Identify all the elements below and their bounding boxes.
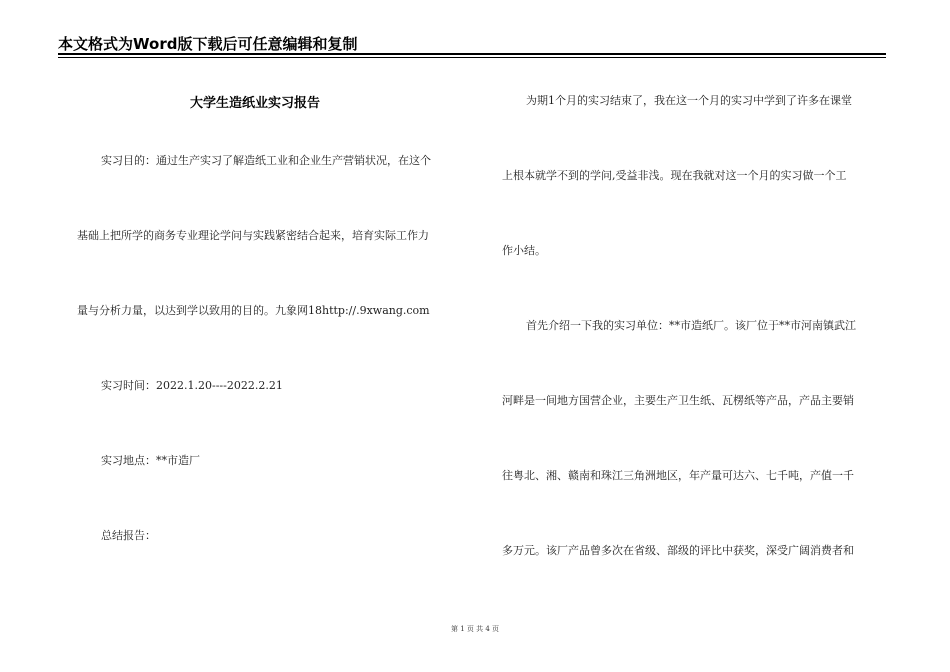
left-line-5: 实习地点：**市造厂 bbox=[101, 454, 200, 467]
document-title: 大学生造纸业实习报告 bbox=[190, 96, 321, 111]
right-line-1: 为期1个月的实习结束了，我在这一个月的实习中学到了许多在课堂 bbox=[526, 94, 852, 107]
left-line-1: 实习目的：通过生产实习了解造纸工业和企业生产营销状况，在这个 bbox=[101, 154, 431, 167]
left-line-6: 总结报告： bbox=[101, 529, 156, 542]
left-line-4: 实习时间：2022.1.20----2022.2.21 bbox=[101, 379, 283, 392]
right-line-2: 上根本就学不到的学问,受益非浅。现在我就对这一个月的实习做一个工 bbox=[502, 169, 847, 182]
left-line-3: 量与分析力量，以达到学以致用的目的。九象网18http://.9xwang.com bbox=[77, 304, 430, 317]
page-indicator: 第 1 页 共 4 页 bbox=[450, 625, 500, 633]
right-line-7: 多万元。该厂产品曾多次在省级、部级的评比中获奖，深受广阔消费者和 bbox=[502, 544, 854, 557]
header-rule-thin bbox=[58, 57, 886, 58]
right-line-3: 作小结。 bbox=[502, 244, 546, 257]
left-line-2: 基础上把所学的商务专业理论学问与实践紧密结合起来，培育实际工作力 bbox=[77, 229, 429, 242]
right-line-4: 首先介绍一下我的实习单位：**市造纸厂。该厂位于**市河南镇武江 bbox=[526, 319, 856, 332]
header-rule-thick bbox=[58, 53, 886, 55]
right-line-6: 往粤北、湘、赣南和珠江三角洲地区，年产量可达六、七千吨，产值一千 bbox=[502, 469, 854, 482]
right-line-5: 河畔是一间地方国营企业，主要生产卫生纸、瓦楞纸等产品，产品主要销 bbox=[502, 394, 854, 407]
document-header-title: 本文格式为Word版下载后可任意编辑和复制 bbox=[58, 35, 358, 53]
